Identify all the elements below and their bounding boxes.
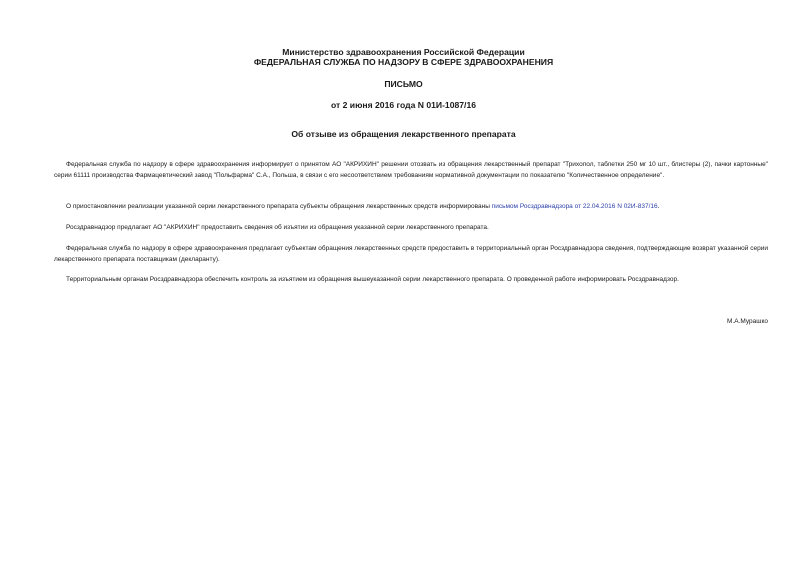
ministry-heading: Министерство здравоохранения Российской Федерации (282, 47, 525, 57)
paragraph-territorial-control: Территориальным органам Росздравнадзора обеспечить контроль за изъятием из обращения вышеуказанной серии лекарственного препарата. О проведенной работе информировать Росздравнадзор. (66, 276, 679, 283)
document-date-number: от 2 июня 2016 года N 01И-1087/16 (331, 100, 476, 110)
paragraph-recall-decision: Федеральная служба по надзору в сфере здравоохранения информирует о принятом АО "АКРИХИН" решении отозвать из обращения лекарственный препарат "Трихопол, таблетки 250 мг 10 шт., блистеры (2), пачки картонные" серии 61111 производства Фармацевтический завод "Польфарма" С.А., Польша, в связи с его несоответствием требованиям нормативной документации по показателю "Количественное определение". (54, 161, 768, 179)
signature: М.А.Мурашко (726, 318, 768, 325)
paragraph-suspension-text: О приостановлении реализации указанной серии лекарственного препарата субъекты обращения лекарственных средств информированы (66, 203, 492, 210)
paragraph-return-confirmation: Федеральная служба по надзору в сфере здравоохранения предлагает субъектам обращения лекарственных средств предоставить в территориальный орган Росздравнадзора сведения, подтверждающие возврат указанной серии лекарственного препарата поставщикам (декларанту). (54, 245, 768, 263)
document-subject: Об отзыве из обращения лекарственного препарата (291, 129, 516, 139)
roszdravnadzor-letter-link[interactable]: письмом Росздравнадзора от 22.04.2016 N 02И-837/16 (491, 203, 658, 210)
paragraph-suspension-notice (54, 202, 768, 213)
paragraph-akrikhin-request: Росздравнадзор предлагает АО "АКРИХИН" предоставить сведения об изъятии из обращения указанной серии лекарственного препарата. (66, 224, 489, 231)
document-type-heading: ПИСЬМО (384, 79, 423, 89)
service-heading: ФЕДЕРАЛЬНАЯ СЛУЖБА ПО НАДЗОРУ В СФЕРЕ ЗДРАВООХРАНЕНИЯ (253, 57, 554, 67)
paragraph-suspension-end: . (657, 203, 660, 210)
